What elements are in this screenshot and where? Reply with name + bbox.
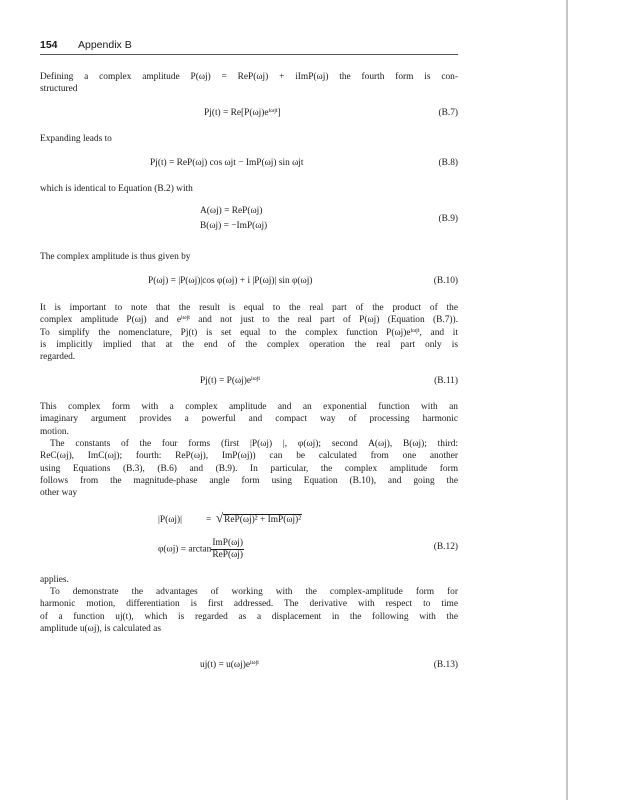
text-line: structured <box>40 84 78 95</box>
section-label: Appendix B <box>78 39 132 51</box>
text-line: harmonic motion, differentiation is first addressed. The derivative with respect to time <box>40 599 458 610</box>
text-line: The constants of the four forms (first |P(ωj) |, φ(ωj); second A(ωj), B(ωj); third: <box>50 439 458 449</box>
text-line: To simplify the nomenclature, Pj(t) is set equal to the complex function $P(\omega j)e^{i\omega jt}$, and it <box>40 327 459 338</box>
equation-number: (B.10) <box>433 276 458 286</box>
text-line: complex amplitude P(ωj) and $e^{i\omega jt}$ and not just to the real part of P(ωj) (Equation (B.7)). <box>40 315 459 326</box>
equation-expression: $Pj(t) = Re[P(\omega j)e^{i\omega jt}]$ <box>204 108 281 118</box>
equation-b7 <box>40 107 458 121</box>
equation-expression: Pj(t) = ReP(ωj) cos ωjt − ImP(ωj) sin ωjt <box>150 158 304 168</box>
text-line: is implicitly implied that at the end of the complex operation the real part only is <box>40 339 458 350</box>
text-line: using Equations (B.3), (B.6) and (B.9). In particular, the complex amplitude form <box>40 463 458 474</box>
equation-number: (B.12) <box>433 542 458 552</box>
header-rule <box>40 54 458 55</box>
paragraph-differentiation <box>40 586 458 635</box>
text-line: follows from the magnitude-phase angle form using Equation (B.10), and going the <box>40 475 458 486</box>
text-applies: applies. <box>40 575 69 585</box>
exponent: iωjt <box>249 660 259 666</box>
exponent: iωjt <box>181 315 190 322</box>
equation-b10 <box>40 275 458 289</box>
exponent: iωjt <box>251 376 260 382</box>
text-identical: which is identical to Equation (B.2) with <box>40 184 193 194</box>
paragraph-complex-form <box>40 401 458 438</box>
page-number: 154 <box>40 39 58 51</box>
text-line: It is important to note that the result is equal to the real part of the product of the <box>40 303 458 313</box>
paragraph-real-part <box>40 302 458 363</box>
sqrt-symbol-icon: √ <box>216 510 224 525</box>
text-line: regarded. <box>40 352 76 363</box>
equation-b8 <box>40 157 458 171</box>
equation-number: (B.13) <box>433 660 458 670</box>
equation-number: (B.7) <box>438 108 458 118</box>
text-complex-amplitude: The complex amplitude is thus given by <box>40 252 191 262</box>
scan-page-edge <box>566 0 568 800</box>
equation-number: (B.8) <box>438 158 458 168</box>
equation-b11 <box>40 375 458 389</box>
text-expanding: Expanding leads to <box>40 134 112 144</box>
equation-b9 <box>40 205 458 233</box>
text-line: other way <box>40 488 78 499</box>
exponent: iωjt <box>268 108 278 114</box>
text-line: To demonstrate the advantages of working with the complex-amplitude form for <box>50 587 458 597</box>
text-line: of a function uj(t), which is regarded as a displacement in the following with the <box>40 611 458 622</box>
equation-number: (B.11) <box>434 376 458 386</box>
equation-expression: $uj(t) = u(\omega j)e^{i\omega jt}$ <box>200 660 259 670</box>
magnitude-equals: = <box>206 515 212 525</box>
paragraph-constants <box>40 438 458 499</box>
equation-number: (B.9) <box>438 214 458 224</box>
text-line: amplitude u(ωj), is calculated as <box>40 623 161 634</box>
text-line: ReC(ωj), ImC(ωj); fourth: ReP(ωj), ImP(ωj)) can be calculated from one another <box>40 451 458 462</box>
phase-expression: φ(ωj) = arctan $\frac{\text{ImP(ωj)}}{\text{ReP(ωj)}}$ <box>158 538 243 560</box>
equation-line: A(ωj) = ReP(ωj) <box>200 206 263 216</box>
magnitude-lhs: |P(ωj)| <box>158 515 182 525</box>
text-line: motion. <box>40 426 69 437</box>
text-line: Defining a complex amplitude P(ωj) = ReP(ωj) + iImP(ωj) the fourth form is con- <box>40 72 458 82</box>
equation-line: B(ωj) = −ImP(ωj) <box>200 221 268 231</box>
magnitude-rhs: √ReP(ωj)² + ImP(ωj)² <box>216 510 302 525</box>
exponent: iωjt <box>410 327 420 334</box>
paragraph-fourth-form <box>40 71 458 96</box>
text-line: imaginary argument provides a powerful and compact way of processing harmonic <box>40 414 458 425</box>
equation-expression: P(ωj) = |P(ωj)|cos φ(ωj) + i |P(ωj)| sin φ(ωj) <box>148 276 313 286</box>
equation-b13 <box>40 659 458 673</box>
equation-expression: $Pj(t) = P(\omega j)e^{i\omega jt}$ <box>200 376 260 386</box>
running-head <box>40 36 458 52</box>
equation-b12 <box>40 510 458 566</box>
text-line: This complex form with a complex amplitude and an exponential function with an <box>40 402 458 412</box>
